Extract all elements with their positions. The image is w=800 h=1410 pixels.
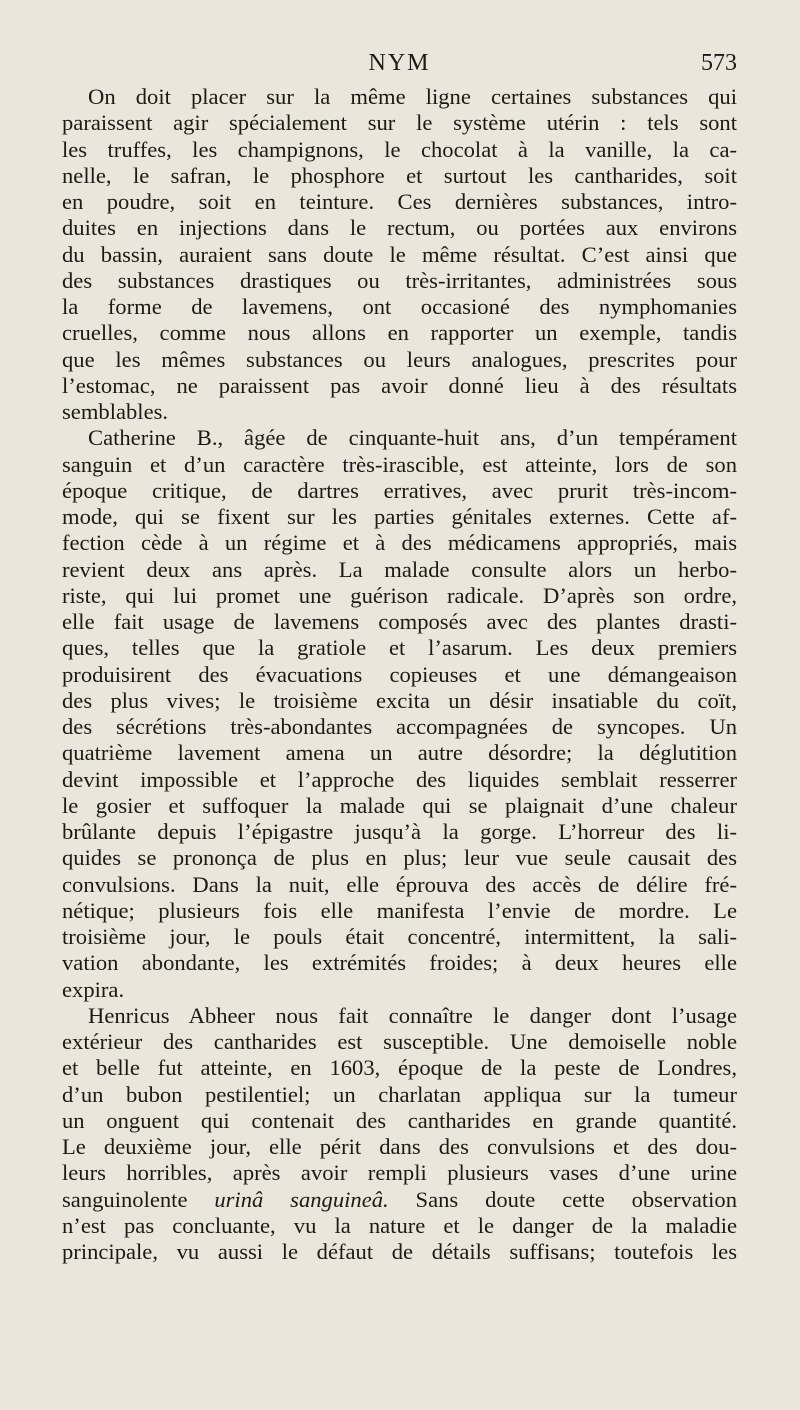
text-line: extérieur des cantharides est susceptible. Une demoiselle noble [62,1029,737,1054]
latin-phrase: urinâ sanguineâ. [214,1186,389,1212]
text-line: semblables. [62,399,169,424]
text-line: la forme de lavemens, ont occasioné des nymphomanies [62,294,737,319]
text-line-with-italic [62,1187,737,1213]
text-line: l’estomac, ne paraissent pas avoir donné lieu à des résultats [62,372,737,398]
text-line: paraissent agir spécialement sur le système utérin : tels sont [62,110,737,136]
running-head: NYM [368,50,431,76]
paragraph-case-catherine [62,425,737,1003]
text-line: des substances drastiques ou très-irritantes, administrées sous [62,267,737,293]
text-line: quatrième lavement amena un autre désordre; la déglutition [62,740,737,766]
text-line: expira. [62,976,125,1002]
text-line: On doit placer sur la même ligne certaines substances qui [88,84,737,109]
text-line: des sécrétions très-abondantes accompagnées de syncopes. Un [62,714,737,739]
text-line: elle fait usage de lavemens composés avec des plantes drasti- [62,609,737,634]
text-line: principale, vu aussi le défaut de détails suffisans; toutefois les [62,1239,737,1264]
text-line: que les mêmes substances ou leurs analogues, prescrites pour [62,346,737,372]
text-line: troisième jour, le pouls était concentré, intermittent, la sali- [62,924,737,949]
text-line: riste, qui lui promet une guérison radicale. D’après son ordre, [62,582,737,608]
text-line: des plus vives; le troisième excita un désir insatiable du coït, [62,687,737,713]
text-line: cruelles, comme nous allons en rapporter un exemple, tandis [62,320,737,346]
text-line: vation abondante, les extrémités froides; à deux heures elle [62,950,737,976]
text-line: sanguin et d’un caractère très-irascible, est atteinte, lors de son [62,451,737,477]
italic-line-after: Sans doute cette observation [388,1186,738,1212]
paragraph-henricus-abheer [62,1003,737,1266]
text-line: en poudre, soit en teinture. Ces dernières substances, intro- [62,189,737,214]
text-line: convulsions. Dans la nuit, elle éprouva des accès de délire fré- [62,871,737,897]
body-text [62,84,737,1265]
text-line: mode, qui se fixent sur les parties génitales externes. Cette af- [62,504,737,529]
italic-line-before: sanguinolente [62,1186,215,1212]
text-line: devint impossible et l’approche des liquides semblait resserrer [62,766,737,792]
text-line: les truffes, les champignons, le chocolat à la vanille, la ca- [62,136,737,162]
paragraph-remedies [62,84,737,425]
text-line: nétique; plusieurs fois elle manifesta l’envie de mordre. Le [62,897,737,923]
text-line: produisirent des évacuations copieuses et une démangeaison [62,661,737,687]
text-line: n’est pas concluante, vu la nature et le danger de la maladie [62,1212,737,1238]
text-line: ques, telles que la gratiole et l’asarum. Les deux premiers [62,635,737,661]
text-line: nelle, le safran, le phosphore et surtout les cantharides, soit [62,162,737,188]
text-line: et belle fut atteinte, en 1603, époque de la peste de Londres, [62,1055,737,1081]
text-line: brûlante depuis l’épigastre jusqu’à la gorge. L’horreur des li- [62,819,737,844]
text-line: Le deuxième jour, elle périt dans des convulsions et des dou- [62,1134,737,1159]
page-number: 573 [701,50,737,76]
text-line: leurs horribles, après avoir rempli plusieurs vases d’une urine [62,1160,737,1186]
text-line: du bassin, auraient sans doute le même résultat. C’est ainsi que [62,241,737,267]
text-line: Henricus Abheer nous fait connaître le danger dont l’usage [88,1002,737,1028]
text-line: revient deux ans après. La malade consulte alors un herbo- [62,556,737,582]
text-line: époque critique, de dartres erratives, avec prurit très-incom- [62,477,737,503]
page-header [62,50,737,84]
text-line: un onguent qui contenait des cantharides en grande quantité. [62,1107,737,1133]
text-line: le gosier et suffoquer la malade qui se plaignait d’une chaleur [62,792,737,818]
text-line: fection cède à un régime et à des médicamens appropriés, mais [62,530,737,556]
text-line: Catherine B., âgée de cinquante-huit ans, d’un tempérament [88,425,737,451]
text-line: quides se prononça de plus en plus; leur vue seule causait des [62,845,737,871]
text-line: duites en injections dans le rectum, ou portées aux environs [62,215,737,241]
text-line: d’un bubon pestilentiel; un charlatan appliqua sur la tumeur [62,1081,737,1107]
